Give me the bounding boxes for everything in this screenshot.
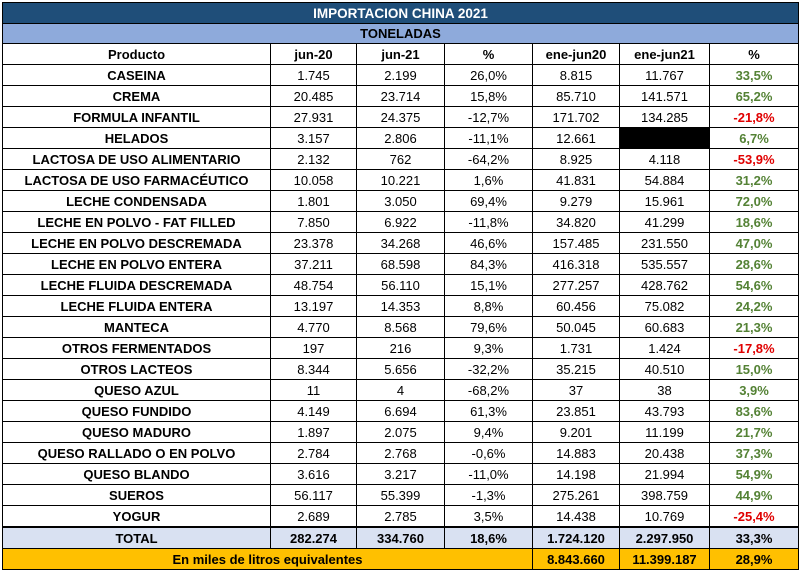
cell-jun20: 1.801 — [271, 191, 357, 212]
cell-enejun20: 14.438 — [533, 506, 620, 528]
cell-pct: -11,1% — [445, 128, 533, 149]
cell-pct2: 21,3% — [710, 317, 799, 338]
cell-enejun21: 43.793 — [620, 401, 710, 422]
cell-enejun21: 141.571 — [620, 86, 710, 107]
cell-jun20: 3.157 — [271, 128, 357, 149]
table-row — [3, 443, 799, 464]
cell-pct: 15,1% — [445, 275, 533, 296]
cell-pct2: -17,8% — [710, 338, 799, 359]
total-enejun20: 1.724.120 — [533, 527, 620, 549]
cell-jun21: 3.217 — [357, 464, 445, 485]
table-row — [3, 254, 799, 275]
cell-pct2: 37,3% — [710, 443, 799, 464]
cell-pct2: 6,7% — [710, 128, 799, 149]
cell-producto: LECHE EN POLVO DESCREMADA — [3, 233, 271, 254]
cell-jun21: 55.399 — [357, 485, 445, 506]
table-row — [3, 338, 799, 359]
cell-producto: LECHE EN POLVO - FAT FILLED — [3, 212, 271, 233]
cell-enejun21: 1.424 — [620, 338, 710, 359]
cell-enejun20: 34.820 — [533, 212, 620, 233]
cell-jun20: 8.344 — [271, 359, 357, 380]
cell-pct: 9,4% — [445, 422, 533, 443]
cell-producto: LECHE FLUIDA DESCREMADA — [3, 275, 271, 296]
table-row — [3, 149, 799, 170]
cell-enejun21: 231.550 — [620, 233, 710, 254]
cell-producto: MANTECA — [3, 317, 271, 338]
cell-pct: -12,7% — [445, 107, 533, 128]
table-row — [3, 296, 799, 317]
cell-pct2: 31,2% — [710, 170, 799, 191]
cell-jun20: 2.132 — [271, 149, 357, 170]
cell-enejun21: 15.961 — [620, 191, 710, 212]
cell-jun21: 2.199 — [357, 65, 445, 86]
table-row — [3, 233, 799, 254]
cell-pct: -68,2% — [445, 380, 533, 401]
total-pct2: 33,3% — [710, 527, 799, 549]
units-label: TONELADAS — [3, 24, 799, 44]
cell-enejun21: 535.557 — [620, 254, 710, 275]
cell-jun20: 10.058 — [271, 170, 357, 191]
cell-enejun20: 9.279 — [533, 191, 620, 212]
table-row — [3, 275, 799, 296]
table-title: IMPORTACION CHINA 2021 — [3, 3, 799, 24]
cell-pct: -64,2% — [445, 149, 533, 170]
table-row — [3, 464, 799, 485]
cell-producto: QUESO BLANDO — [3, 464, 271, 485]
total-jun20: 282.274 — [271, 527, 357, 549]
cell-jun21: 216 — [357, 338, 445, 359]
cell-pct: -11,0% — [445, 464, 533, 485]
cell-enejun21: 60.683 — [620, 317, 710, 338]
cell-pct2: 15,0% — [710, 359, 799, 380]
cell-producto: LACTOSA DE USO FARMACÉUTICO — [3, 170, 271, 191]
cell-enejun20: 50.045 — [533, 317, 620, 338]
cell-enejun20: 157.485 — [533, 233, 620, 254]
cell-jun21: 6.922 — [357, 212, 445, 233]
cell-enejun20: 277.257 — [533, 275, 620, 296]
equiv-enejun20: 8.843.660 — [533, 549, 620, 570]
cell-jun21: 2.785 — [357, 506, 445, 528]
header-enejun20: ene-jun20 — [533, 44, 620, 65]
cell-jun20: 197 — [271, 338, 357, 359]
cell-pct2: 83,6% — [710, 401, 799, 422]
table-row — [3, 506, 799, 528]
cell-enejun21: 11.767 — [620, 65, 710, 86]
total-pct: 18,6% — [445, 527, 533, 549]
header-producto: Producto — [3, 44, 271, 65]
cell-pct: -32,2% — [445, 359, 533, 380]
cell-pct: 84,3% — [445, 254, 533, 275]
cell-enejun21: 134.285 — [620, 107, 710, 128]
cell-jun20: 1.897 — [271, 422, 357, 443]
cell-jun21: 2.768 — [357, 443, 445, 464]
column-header-row — [3, 44, 799, 65]
cell-jun20: 20.485 — [271, 86, 357, 107]
cell-producto: FORMULA INFANTIL — [3, 107, 271, 128]
cell-pct: 61,3% — [445, 401, 533, 422]
cell-pct2: 47,0% — [710, 233, 799, 254]
table-row — [3, 359, 799, 380]
cell-jun20: 13.197 — [271, 296, 357, 317]
cell-pct2: 54,6% — [710, 275, 799, 296]
cell-pct2: 21,7% — [710, 422, 799, 443]
cell-enejun20: 60.456 — [533, 296, 620, 317]
cell-jun21: 23.714 — [357, 86, 445, 107]
cell-pct: 69,4% — [445, 191, 533, 212]
cell-producto: QUESO MADURO — [3, 422, 271, 443]
cell-pct2: 3,9% — [710, 380, 799, 401]
cell-producto: LECHE CONDENSADA — [3, 191, 271, 212]
cell-enejun21: 11.199 — [620, 422, 710, 443]
cell-enejun21: 21.994 — [620, 464, 710, 485]
cell-jun20: 2.784 — [271, 443, 357, 464]
table-row — [3, 401, 799, 422]
cell-enejun20: 37 — [533, 380, 620, 401]
cell-pct: -11,8% — [445, 212, 533, 233]
cell-jun20: 4.770 — [271, 317, 357, 338]
cell-jun20: 4.149 — [271, 401, 357, 422]
cell-enejun20: 12.661 — [533, 128, 620, 149]
cell-producto: HELADOS — [3, 128, 271, 149]
cell-enejun21-redacted — [620, 128, 710, 149]
cell-pct: -1,3% — [445, 485, 533, 506]
cell-enejun20: 416.318 — [533, 254, 620, 275]
cell-pct2: -53,9% — [710, 149, 799, 170]
cell-jun20: 56.117 — [271, 485, 357, 506]
cell-pct2: -21,8% — [710, 107, 799, 128]
cell-enejun21: 40.510 — [620, 359, 710, 380]
cell-enejun21: 41.299 — [620, 212, 710, 233]
cell-jun21: 34.268 — [357, 233, 445, 254]
cell-jun20: 37.211 — [271, 254, 357, 275]
cell-enejun20: 23.851 — [533, 401, 620, 422]
cell-pct2: 28,6% — [710, 254, 799, 275]
cell-jun20: 1.745 — [271, 65, 357, 86]
table-row — [3, 128, 799, 149]
table-row — [3, 422, 799, 443]
total-enejun21: 2.297.950 — [620, 527, 710, 549]
cell-producto: CREMA — [3, 86, 271, 107]
cell-jun20: 27.931 — [271, 107, 357, 128]
cell-pct: 15,8% — [445, 86, 533, 107]
cell-jun20: 7.850 — [271, 212, 357, 233]
cell-producto: LACTOSA DE USO ALIMENTARIO — [3, 149, 271, 170]
equivalent-liters-row — [3, 549, 799, 570]
cell-producto: SUEROS — [3, 485, 271, 506]
cell-pct: 46,6% — [445, 233, 533, 254]
cell-enejun20: 1.731 — [533, 338, 620, 359]
cell-jun21: 10.221 — [357, 170, 445, 191]
cell-jun21: 24.375 — [357, 107, 445, 128]
cell-pct: 9,3% — [445, 338, 533, 359]
equiv-enejun21: 11.399.187 — [620, 549, 710, 570]
cell-enejun21: 10.769 — [620, 506, 710, 528]
header-jun20: jun-20 — [271, 44, 357, 65]
cell-pct2: -25,4% — [710, 506, 799, 528]
cell-pct2: 18,6% — [710, 212, 799, 233]
cell-enejun21: 428.762 — [620, 275, 710, 296]
table-row — [3, 212, 799, 233]
cell-pct2: 44,9% — [710, 485, 799, 506]
import-table-container — [2, 2, 798, 570]
cell-jun20: 23.378 — [271, 233, 357, 254]
cell-jun21: 8.568 — [357, 317, 445, 338]
total-jun21: 334.760 — [357, 527, 445, 549]
cell-jun21: 6.694 — [357, 401, 445, 422]
total-row — [3, 527, 799, 549]
cell-pct: -0,6% — [445, 443, 533, 464]
cell-enejun20: 14.883 — [533, 443, 620, 464]
import-table — [2, 2, 799, 570]
cell-enejun20: 171.702 — [533, 107, 620, 128]
cell-enejun20: 35.215 — [533, 359, 620, 380]
cell-enejun21: 54.884 — [620, 170, 710, 191]
units-row — [3, 24, 799, 44]
cell-pct: 26,0% — [445, 65, 533, 86]
cell-jun21: 14.353 — [357, 296, 445, 317]
equiv-pct2: 28,9% — [710, 549, 799, 570]
total-label: TOTAL — [3, 527, 271, 549]
cell-enejun20: 9.201 — [533, 422, 620, 443]
header-pct: % — [445, 44, 533, 65]
cell-pct: 1,6% — [445, 170, 533, 191]
table-title-row — [3, 3, 799, 24]
header-enejun21: ene-jun21 — [620, 44, 710, 65]
table-row — [3, 485, 799, 506]
cell-enejun20: 275.261 — [533, 485, 620, 506]
cell-enejun21: 4.118 — [620, 149, 710, 170]
cell-jun20: 48.754 — [271, 275, 357, 296]
cell-producto: OTROS FERMENTADOS — [3, 338, 271, 359]
cell-producto: OTROS LACTEOS — [3, 359, 271, 380]
cell-jun21: 56.110 — [357, 275, 445, 296]
cell-pct: 3,5% — [445, 506, 533, 528]
cell-pct2: 54,9% — [710, 464, 799, 485]
cell-producto: LECHE EN POLVO ENTERA — [3, 254, 271, 275]
cell-enejun21: 398.759 — [620, 485, 710, 506]
cell-enejun20: 8.925 — [533, 149, 620, 170]
cell-jun21: 3.050 — [357, 191, 445, 212]
cell-jun21: 762 — [357, 149, 445, 170]
header-jun21: jun-21 — [357, 44, 445, 65]
cell-producto: CASEINA — [3, 65, 271, 86]
cell-pct2: 65,2% — [710, 86, 799, 107]
table-row — [3, 86, 799, 107]
cell-pct: 79,6% — [445, 317, 533, 338]
cell-enejun20: 85.710 — [533, 86, 620, 107]
cell-enejun21: 20.438 — [620, 443, 710, 464]
cell-producto: LECHE FLUIDA ENTERA — [3, 296, 271, 317]
cell-enejun20: 8.815 — [533, 65, 620, 86]
table-row — [3, 65, 799, 86]
cell-jun21: 5.656 — [357, 359, 445, 380]
cell-producto: QUESO FUNDIDO — [3, 401, 271, 422]
cell-pct2: 24,2% — [710, 296, 799, 317]
table-row — [3, 107, 799, 128]
cell-jun21: 68.598 — [357, 254, 445, 275]
cell-producto: YOGUR — [3, 506, 271, 528]
cell-pct2: 72,0% — [710, 191, 799, 212]
cell-pct2: 33,5% — [710, 65, 799, 86]
cell-jun20: 2.689 — [271, 506, 357, 528]
cell-jun21: 2.806 — [357, 128, 445, 149]
cell-enejun20: 41.831 — [533, 170, 620, 191]
cell-enejun21: 38 — [620, 380, 710, 401]
cell-producto: QUESO AZUL — [3, 380, 271, 401]
header-pct2: % — [710, 44, 799, 65]
cell-jun20: 3.616 — [271, 464, 357, 485]
cell-jun21: 4 — [357, 380, 445, 401]
equivalent-liters-label: En miles de litros equivalentes — [3, 549, 533, 570]
cell-jun20: 11 — [271, 380, 357, 401]
cell-enejun20: 14.198 — [533, 464, 620, 485]
table-row — [3, 380, 799, 401]
cell-enejun21: 75.082 — [620, 296, 710, 317]
table-row — [3, 170, 799, 191]
table-row — [3, 191, 799, 212]
cell-producto: QUESO RALLADO O EN POLVO — [3, 443, 271, 464]
cell-pct: 8,8% — [445, 296, 533, 317]
cell-jun21: 2.075 — [357, 422, 445, 443]
table-row — [3, 317, 799, 338]
